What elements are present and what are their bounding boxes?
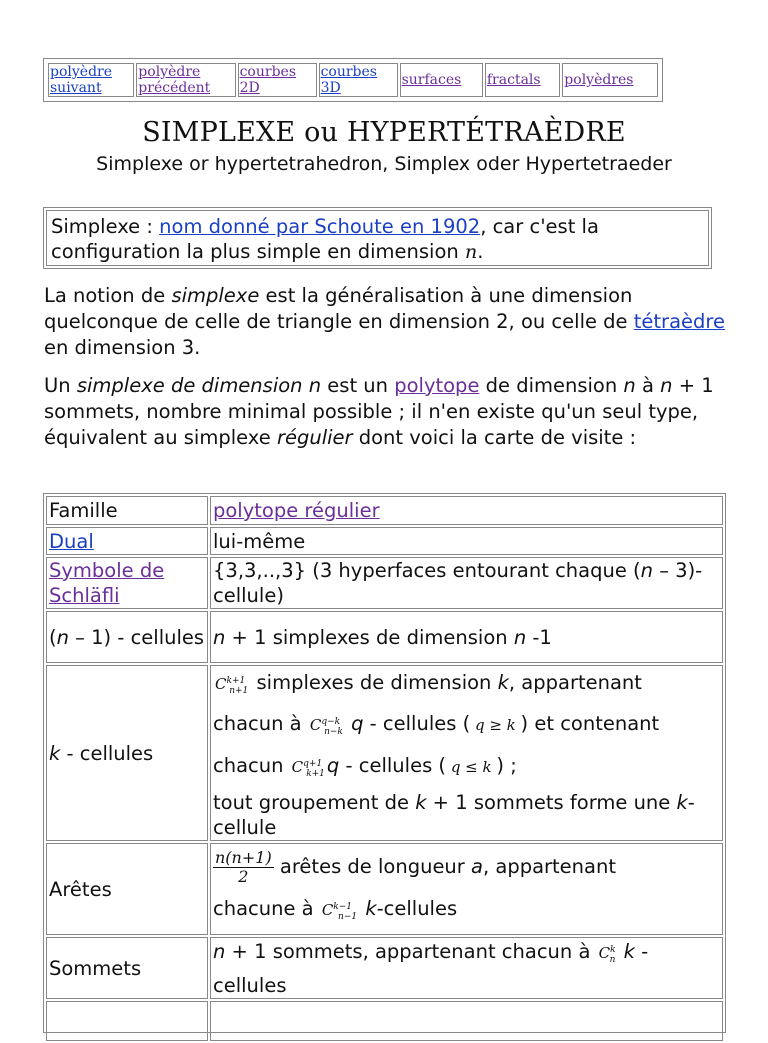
- navigation-table: [46, 61, 660, 99]
- nav-link-line2: 2D: [239, 80, 260, 96]
- sommets-n: n: [213, 940, 226, 963]
- schlafli-value: [210, 557, 723, 609]
- table-row: [46, 937, 723, 999]
- k-line1-text: simplexes de dimension: [250, 671, 498, 694]
- p2-text-d: à: [635, 374, 661, 397]
- combination-formula: $C^{q-k}_{n-k}$: [309, 716, 343, 737]
- k-line1-k: k: [497, 671, 509, 694]
- aretes-text-b: , appartenant: [482, 855, 616, 878]
- aretes-var: a: [471, 855, 483, 878]
- empty-cell: [46, 1001, 208, 1041]
- simplex-card-table: [44, 494, 725, 1043]
- sommets-text-a: + 1 sommets, appartenant chacun à: [225, 940, 597, 963]
- polytope-link[interactable]: polytope: [394, 374, 480, 397]
- nav-cell: [400, 63, 483, 97]
- schlafli-label-cell: [46, 557, 208, 609]
- sommets-text-b: - cellules: [213, 940, 649, 997]
- aretes-text-e: -cellules: [376, 897, 458, 920]
- combination-formula: $C^{k+1}_{n+1}$: [215, 675, 249, 696]
- cells-text-a: + 1 simplexes de dimension: [225, 625, 514, 649]
- nav-link-line1: polyèdre: [138, 64, 201, 80]
- definition-suffix: , car c'est la configuration la plus simple en dimension: [51, 215, 599, 263]
- k-cells-label: [46, 665, 208, 841]
- aretes-text-c: chacune à: [213, 897, 320, 920]
- k-line2-a: chacun à: [213, 712, 308, 735]
- fraction-formula: [213, 849, 274, 886]
- aretes-k: k: [365, 897, 377, 920]
- table-row: [46, 527, 723, 555]
- k-line2-q: q: [351, 712, 364, 735]
- table-row: [46, 557, 723, 609]
- inequality-formula: q ≥ k: [470, 716, 521, 734]
- table-row: [46, 496, 723, 525]
- schoute-link[interactable]: nom donné par Schoute en 1902: [159, 215, 481, 238]
- cells-label: [46, 611, 208, 663]
- k-line-3: [213, 748, 720, 790]
- definition-end: .: [477, 240, 484, 263]
- cells-label-a: (: [49, 625, 57, 649]
- cells-label-n: n: [56, 625, 69, 649]
- p2-n2: n: [660, 374, 673, 397]
- aretes-line-2: [213, 890, 720, 934]
- nav-cell: [136, 63, 235, 97]
- nav-link-line1: surfaces: [401, 72, 462, 88]
- simplex-paragraph: [44, 373, 734, 451]
- aretes-label: Arêtes: [46, 843, 208, 935]
- nav-link-line2: précédent: [138, 80, 211, 96]
- nav-link-line2: 3D: [320, 80, 341, 96]
- nav-link-line1: courbes: [239, 64, 297, 80]
- aretes-line-1: [213, 844, 720, 890]
- definition-prefix: Simplexe :: [51, 215, 160, 238]
- table-row: [46, 843, 723, 935]
- p1-em: simplexe: [171, 284, 260, 307]
- cells-n1: n: [213, 625, 226, 649]
- nav-link-line2: suivant: [50, 80, 102, 96]
- nav-link-line1: polyèdre: [50, 64, 113, 80]
- schlafli-n: n: [640, 559, 654, 582]
- k-line4-c: -cellule: [213, 791, 695, 839]
- k-line4-k2: k: [676, 791, 688, 814]
- k-label-b: - cellules: [60, 741, 154, 765]
- p2-em2: régulier: [276, 426, 353, 449]
- page-subtitle: Simplexe or hypertetrahedron, Simplex oder Hypertetraeder: [96, 153, 672, 175]
- fraction-denominator: 2: [238, 867, 249, 886]
- navigation-bar: [43, 58, 663, 102]
- table-row: [46, 665, 723, 841]
- p2-n1: n: [623, 374, 636, 397]
- nav-link-polyèdre-suivant[interactable]: [50, 64, 112, 96]
- definition-box: [43, 207, 712, 269]
- intro-paragraph: [44, 283, 734, 361]
- nav-link-fractals[interactable]: [487, 72, 541, 88]
- k-line3-a: chacun: [213, 754, 290, 777]
- k-line-1: [213, 666, 720, 706]
- combination-formula: $C^{q+1}_{k+1}$: [291, 758, 325, 779]
- nav-cell: [319, 63, 398, 97]
- combination-formula: $C^k_n$: [598, 944, 616, 965]
- k-line3-b: - cellules (: [339, 754, 447, 777]
- k-line3-c: ) ;: [496, 754, 517, 777]
- sommets-k: k: [623, 940, 635, 963]
- dual-value: lui-même: [210, 527, 723, 555]
- p1-text-b: est la généralisation à une dimension quelconque de celle de triangle en dimension 2, ou celle de: [44, 284, 634, 333]
- p2-em1: simplexe de dimension n: [76, 374, 322, 397]
- nav-link-surfaces[interactable]: [402, 72, 462, 88]
- tetraedre-link[interactable]: tétraèdre: [633, 310, 725, 333]
- inequality-formula: q ≤ k: [446, 758, 497, 776]
- cells-n2: n: [513, 625, 527, 649]
- definition-var: n: [464, 241, 478, 263]
- nav-link-polyèdre-précédent[interactable]: [138, 64, 210, 96]
- k-line1-b: , appartenant: [508, 671, 642, 694]
- cells-value: [210, 611, 723, 663]
- k-line4-a: tout groupement de: [213, 791, 416, 814]
- nav-link-courbes-3d[interactable]: [321, 64, 377, 96]
- simplex-card: [43, 493, 726, 1033]
- k-cells-value: [210, 665, 723, 841]
- schlafli-text-b: – 3)-cellule): [213, 559, 703, 607]
- table-row: [46, 611, 723, 663]
- k-line-4: [213, 790, 720, 840]
- cells-text-b: -1: [526, 625, 552, 649]
- combination-formula: $C^{k-1}_{n-1}$: [321, 901, 358, 922]
- nav-link-courbes-2d[interactable]: [240, 64, 296, 96]
- p2-text-b: est un: [321, 374, 395, 397]
- k-line2-b: - cellules (: [363, 712, 471, 735]
- dual-link[interactable]: Dual: [49, 529, 94, 553]
- fraction-numerator: n(n+1): [215, 848, 272, 867]
- k-line4-k: k: [415, 791, 427, 814]
- k-label-k: k: [49, 741, 61, 765]
- famille-label: Famille: [46, 496, 208, 525]
- table-row: [46, 1001, 723, 1041]
- aretes-value: [210, 843, 723, 935]
- nav-cell: [48, 63, 134, 97]
- cells-label-b: – 1) - cellules: [68, 625, 205, 649]
- aretes-text-a: arêtes de longueur: [273, 855, 472, 878]
- p2-text-f: dont voici la carte de visite :: [352, 426, 637, 449]
- p2-text-e: + 1 sommets, nombre minimal possible ; il n'en existe qu'un seul type, équivalent au simplexe: [44, 374, 714, 449]
- p1-text-a: La notion de: [44, 284, 172, 307]
- k-line4-b: + 1 sommets forme une: [426, 791, 677, 814]
- k-line3-q: q: [326, 754, 340, 777]
- p2-text-c: de dimension: [479, 374, 624, 397]
- schlafli-link[interactable]: Symbole de Schläfli: [49, 559, 165, 607]
- nav-cell: [238, 63, 317, 97]
- dual-label-cell: [46, 527, 208, 555]
- k-line-2: [213, 706, 720, 748]
- nav-link-line1: fractals: [486, 72, 541, 88]
- nav-link-line1: courbes: [320, 64, 377, 80]
- polytope-regulier-link[interactable]: polytope régulier: [213, 499, 380, 522]
- empty-cell: [210, 1001, 723, 1041]
- page-title: SIMPLEXE ou HYPERTÉTRAÈDRE: [142, 117, 626, 148]
- famille-value-cell: [210, 496, 723, 525]
- k-line2-c: ) et contenant: [520, 712, 660, 735]
- schlafli-text-a: {3,3,..,3} (3 hyperfaces entourant chaque (: [213, 559, 641, 582]
- nav-link-polyèdres[interactable]: [564, 72, 633, 88]
- definition-text: [46, 210, 709, 266]
- p2-text-a: Un: [44, 374, 77, 397]
- nav-cell: [485, 63, 560, 97]
- nav-link-line1: polyèdres: [564, 72, 634, 88]
- p1-text-c: en dimension 3.: [44, 336, 201, 359]
- sommets-label: Sommets: [46, 937, 208, 999]
- sommets-value: [210, 937, 723, 999]
- nav-cell: [562, 63, 658, 97]
